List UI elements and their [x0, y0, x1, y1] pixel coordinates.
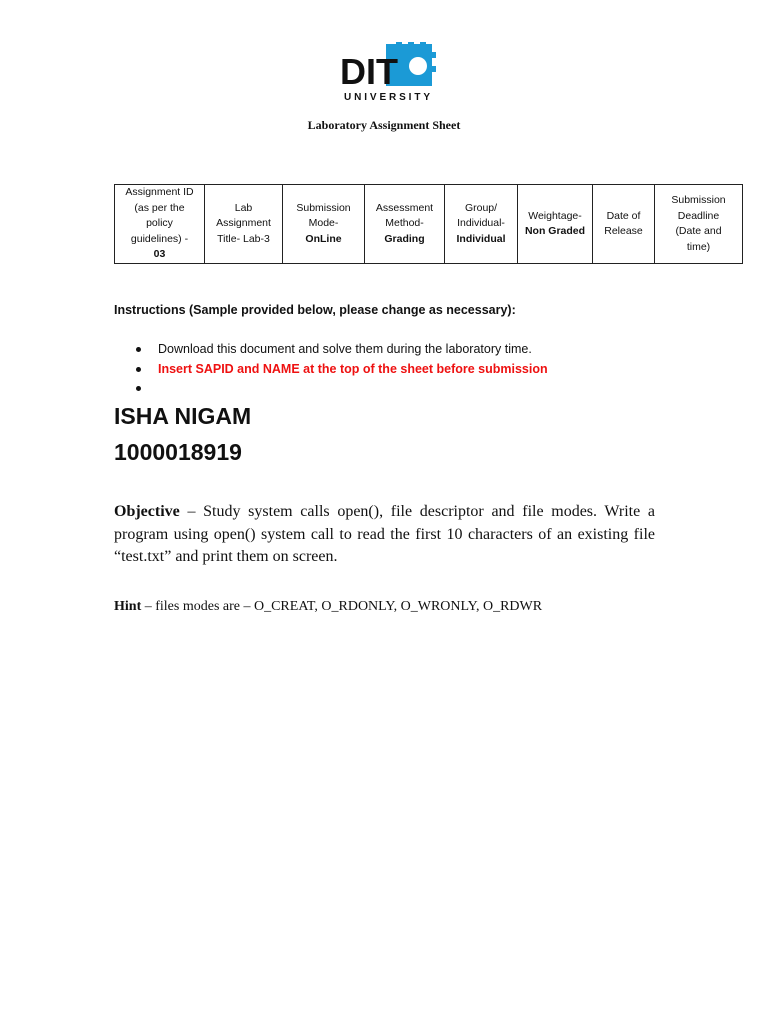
- table-cell: [283, 185, 365, 264]
- list-item: Download this document and solve them during the laboratory time.: [114, 340, 548, 360]
- hint-text: – files modes are – O_CREAT, O_RDONLY, O_WRONLY, O_RDWR: [141, 599, 543, 614]
- dit-university-logo: [336, 42, 436, 106]
- cell-text: Deadline: [677, 209, 720, 222]
- list-item-highlight: Insert SAPID and NAME at the top of the sheet before submission: [114, 360, 548, 380]
- table-cell: [115, 185, 205, 264]
- objective-text: – Study system calls open(), file descriptor and file modes. Write a program using open() system call to read the first 10 characters of an existing file “test.txt” and print them on screen.: [114, 503, 655, 565]
- cell-value: OnLine: [305, 232, 342, 245]
- table-cell: [365, 185, 445, 264]
- cell-text: Individual-: [457, 217, 505, 230]
- cell-text: Assessment: [375, 201, 434, 214]
- table-cell: [445, 185, 518, 264]
- logo-sub-text: UNIVERSITY: [344, 92, 430, 103]
- cell-value: 03: [153, 248, 166, 261]
- cell-text: Assignment: [216, 217, 271, 230]
- table-cell: [593, 185, 655, 264]
- cell-text: Lab: [234, 201, 253, 214]
- objective-paragraph: [114, 501, 655, 569]
- table-cell: [205, 185, 283, 264]
- table-cell: [518, 185, 593, 264]
- cell-value: Individual: [456, 232, 506, 245]
- cell-text: (as per the: [134, 201, 185, 214]
- assignment-info-table: [114, 184, 743, 264]
- cell-text: guidelines) -: [130, 232, 189, 245]
- table-row: [115, 185, 743, 264]
- cell-text: Date of: [606, 209, 641, 222]
- cell-text: Release: [604, 225, 643, 237]
- cell-text: Assignment ID: [125, 186, 194, 199]
- list-item-empty: [114, 379, 548, 399]
- hint-paragraph: [114, 597, 674, 617]
- cell-value: Grading: [384, 232, 425, 245]
- cell-text: Mode-: [308, 217, 339, 230]
- cell-value: Non Graded: [524, 225, 586, 237]
- cell-text: (Date and: [675, 225, 722, 237]
- logo-main-text: DIT: [340, 51, 398, 92]
- cell-text: time): [686, 240, 711, 253]
- objective-label: Objective: [114, 503, 180, 520]
- instructions-heading: Instructions (Sample provided below, please change as necessary):: [114, 303, 516, 317]
- instruction-list: [114, 340, 548, 399]
- cell-text: Submission: [671, 194, 726, 206]
- cell-text: Group/: [464, 201, 498, 214]
- cell-text: Method-: [385, 217, 424, 230]
- cell-text: Weightage-: [528, 209, 582, 222]
- sheet-title: Laboratory Assignment Sheet: [307, 118, 461, 132]
- cell-text: Submission: [296, 201, 351, 214]
- student-sapid: 1000018919: [114, 439, 242, 465]
- student-name: ISHA NIGAM: [114, 403, 252, 429]
- cell-text: Title- Lab-3: [217, 232, 270, 245]
- hint-label: Hint: [114, 599, 142, 614]
- cell-text: policy: [146, 217, 173, 230]
- table-cell: [655, 185, 743, 264]
